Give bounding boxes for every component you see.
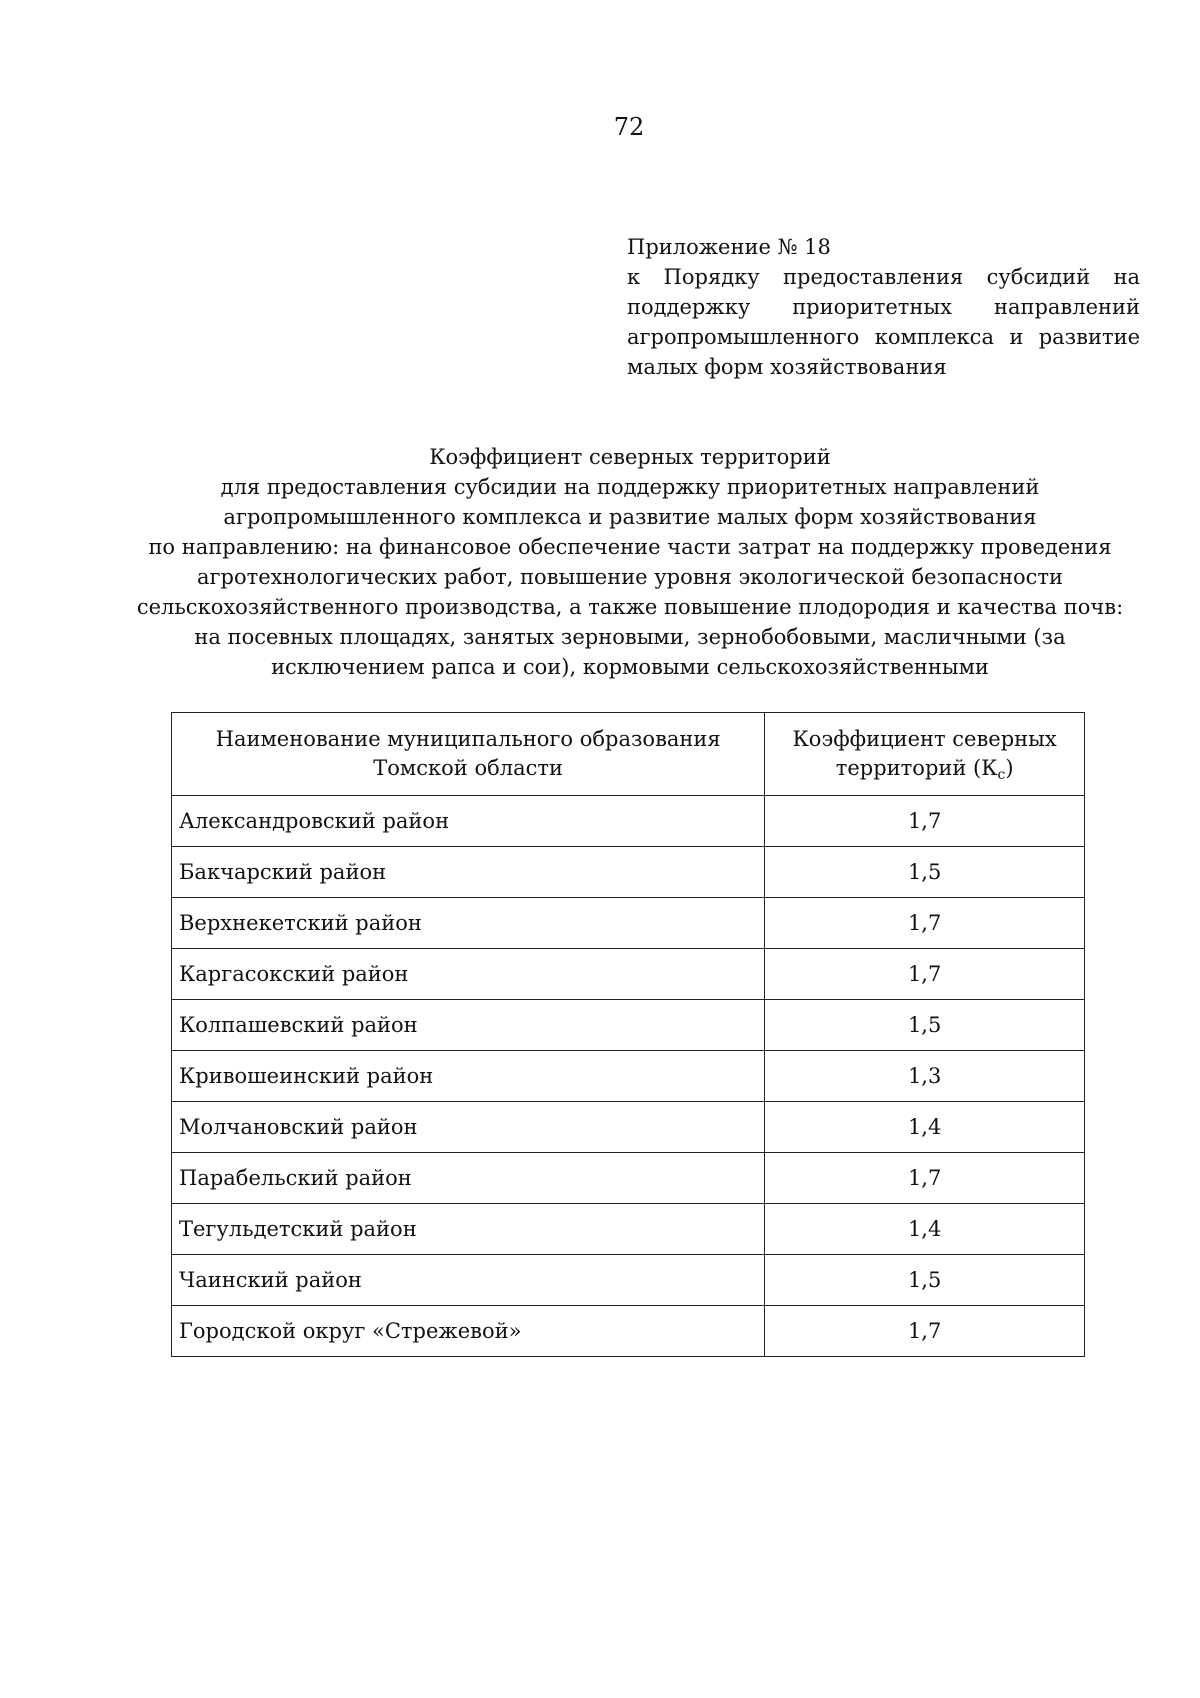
municipality-name: Молчановский район	[172, 1102, 765, 1153]
coefficient-value: 1,7	[765, 1153, 1085, 1204]
heading-line: агротехнологических работ, повышение уровня экологической безопасности	[197, 565, 1063, 589]
coefficient-value: 1,7	[765, 1306, 1085, 1357]
heading-line: для предоставления субсидии на поддержку приоритетных направлений	[220, 475, 1040, 499]
table-header-row	[172, 713, 1085, 796]
header-coefficient-line1: Коэффициент северных	[792, 727, 1057, 751]
coefficient-value: 1,7	[765, 796, 1085, 847]
table-row	[172, 1051, 1085, 1102]
page-number: 72	[613, 113, 645, 141]
appendix-line: поддержку приоритетных направлений	[627, 295, 1140, 319]
coefficient-value: 1,4	[765, 1102, 1085, 1153]
header-municipality-line1: Наименование муниципального образования	[215, 727, 721, 751]
appendix-block	[627, 232, 1140, 382]
table-row	[172, 1255, 1085, 1306]
header-coefficient	[765, 713, 1085, 796]
header-coefficient-subscript: с	[997, 767, 1006, 783]
table-row	[172, 1000, 1085, 1051]
coefficient-value: 1,7	[765, 949, 1085, 1000]
heading-line: агропромышленного комплекса и развитие малых форм хозяйствования	[223, 505, 1037, 529]
coefficient-table	[171, 712, 1085, 1357]
coefficient-value: 1,5	[765, 1000, 1085, 1051]
heading-line: по направлению: на финансовое обеспечение части затрат на поддержку проведения	[148, 535, 1112, 559]
header-coefficient-line2-prefix: территорий (К	[835, 756, 998, 780]
appendix-title: Приложение № 18	[627, 235, 831, 259]
heading-line: Коэффициент северных территорий	[429, 445, 831, 469]
appendix-line: к Порядку предоставления субсидий на	[627, 265, 1140, 289]
municipality-name: Александровский район	[172, 796, 765, 847]
appendix-line: агропромышленного комплекса и развитие	[627, 325, 1140, 349]
municipality-name: Каргасокский район	[172, 949, 765, 1000]
header-municipality-line2: Томской области	[373, 756, 563, 780]
municipality-name: Чаинский район	[172, 1255, 765, 1306]
municipality-name: Городской округ «Стрежевой»	[172, 1306, 765, 1357]
municipality-name: Тегульдетский район	[172, 1204, 765, 1255]
table-row	[172, 1306, 1085, 1357]
table-row	[172, 1153, 1085, 1204]
municipality-name: Кривошеинский район	[172, 1051, 765, 1102]
heading-line: исключением рапса и сои), кормовыми сельскохозяйственными	[271, 655, 989, 679]
coefficient-value: 1,5	[765, 847, 1085, 898]
appendix-line: малых форм хозяйствования	[627, 355, 947, 379]
coefficient-value: 1,4	[765, 1204, 1085, 1255]
table-row	[172, 1102, 1085, 1153]
municipality-name: Колпашевский район	[172, 1000, 765, 1051]
coefficient-value: 1,5	[765, 1255, 1085, 1306]
table-row	[172, 796, 1085, 847]
table-row	[172, 949, 1085, 1000]
heading-line: сельскохозяйственного производства, а также повышение плодородия и качества почв:	[136, 595, 1124, 619]
coefficient-value: 1,7	[765, 898, 1085, 949]
table-row	[172, 847, 1085, 898]
table-row	[172, 1204, 1085, 1255]
document-heading	[80, 442, 1180, 682]
header-municipality	[172, 713, 765, 796]
coefficient-value: 1,3	[765, 1051, 1085, 1102]
municipality-name: Верхнекетский район	[172, 898, 765, 949]
municipality-name: Парабельский район	[172, 1153, 765, 1204]
header-coefficient-line2-suffix: )	[1005, 756, 1014, 780]
table-row	[172, 898, 1085, 949]
municipality-name: Бакчарский район	[172, 847, 765, 898]
heading-line: на посевных площадях, занятых зерновыми, зернобобовыми, масличными (за	[194, 625, 1066, 649]
